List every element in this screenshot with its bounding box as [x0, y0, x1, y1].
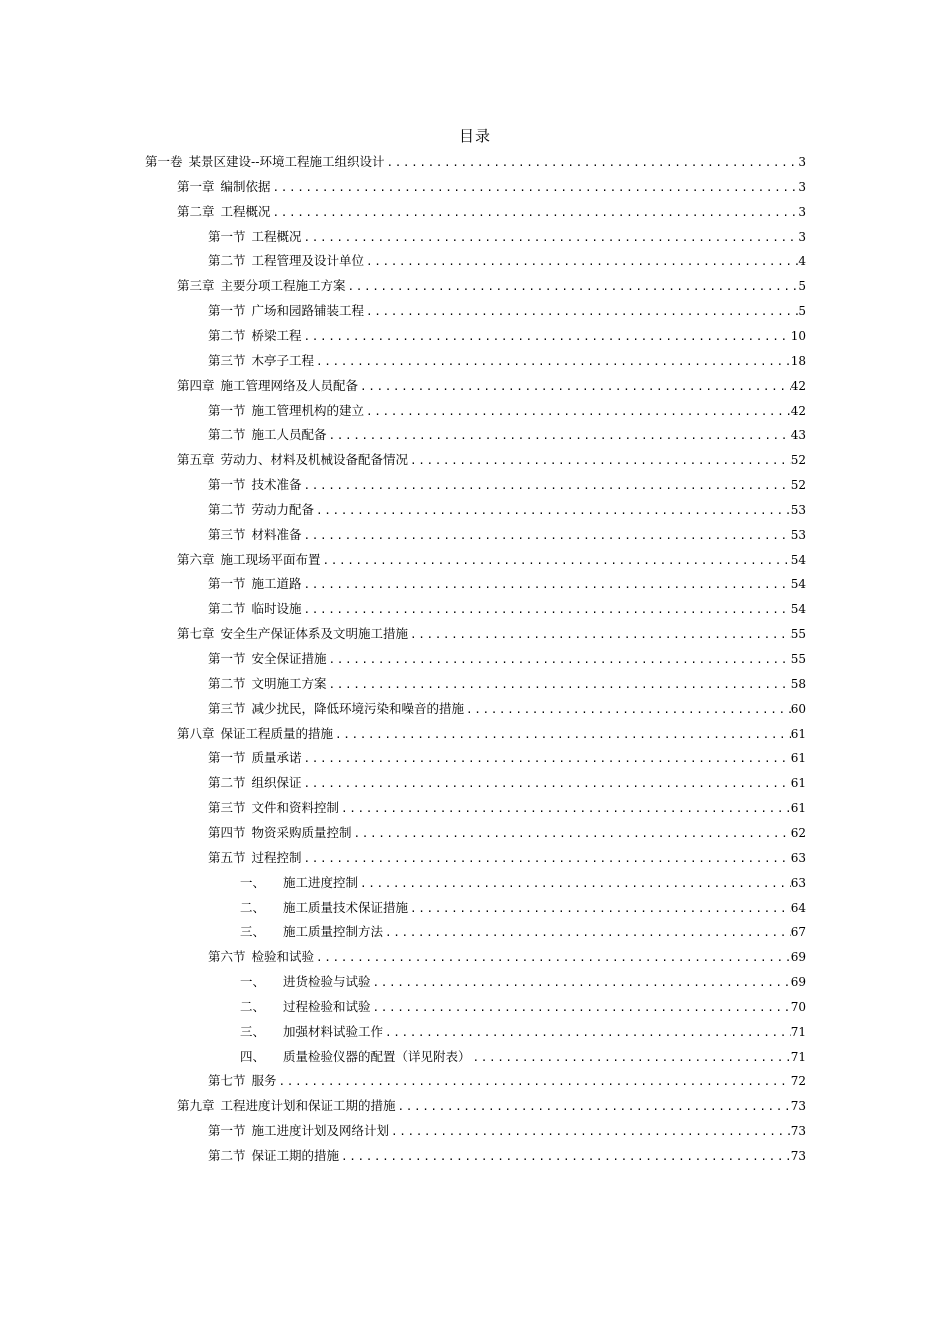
toc-title: 目录: [458, 127, 491, 145]
toc-entry[interactable]: [208, 1119, 806, 1143]
toc-entry-page-number: 73: [790, 1149, 806, 1163]
toc-dot-leader: [302, 226, 799, 249]
toc-entry-page-number: 63: [790, 875, 806, 890]
toc-entry-text: 施工人员配备: [251, 427, 327, 443]
toc-entry[interactable]: [145, 150, 806, 174]
toc-dot-leader: [389, 1120, 791, 1143]
toc-entry-text: 技术准备: [251, 477, 302, 493]
toc-entry-text: 施工管理网络及人员配备: [220, 377, 359, 393]
toc-entry[interactable]: [208, 249, 806, 273]
toc-entry-label: [177, 622, 408, 646]
toc-dot-leader: [302, 598, 791, 621]
toc-dot-leader: [358, 375, 791, 398]
toc-entry[interactable]: [208, 498, 806, 522]
toc-entry-number: 第二节: [208, 501, 246, 517]
toc-entry-page-number: 3: [798, 229, 806, 244]
toc-entry-page-number: 10: [790, 328, 806, 343]
toc-dot-leader: [464, 698, 791, 721]
toc-entry[interactable]: [240, 995, 806, 1019]
toc-entry-text: 保证工程质量的措施: [220, 725, 334, 741]
toc-dot-leader: [302, 772, 791, 795]
toc-entry-number: 第三节: [208, 526, 246, 542]
toc-entry-page-number: 62: [790, 825, 806, 840]
toc-entry-text: 安全生产保证体系及文明施工措施: [220, 626, 409, 642]
toc-entry-text: 施工现场平面布置: [220, 551, 321, 567]
toc-entry-text: 减少扰民，降低环境污染和噪音的措施: [251, 700, 465, 716]
toc-entry-number: 第二节: [208, 427, 246, 443]
toc-entry-page-number: 67: [790, 925, 806, 940]
toc-entry-text: 劳动力配备: [251, 501, 315, 517]
toc-entry-page-number: 53: [790, 502, 806, 517]
toc-entry-label: [208, 746, 302, 770]
toc-entry-page-number: 70: [790, 999, 806, 1014]
toc-entry-number: 三、: [240, 924, 266, 940]
toc-entry-label: [208, 572, 302, 596]
toc-entry-number: 第八章: [177, 725, 215, 741]
toc-entry-number: 第六章: [177, 551, 215, 567]
toc-dot-leader: [327, 648, 791, 671]
toc-entry-number: 二、: [240, 998, 266, 1014]
toc-entry-label: [177, 448, 408, 472]
toc-dot-leader: [271, 201, 799, 224]
toc-entry-label: [208, 796, 339, 820]
toc-entry[interactable]: [208, 572, 806, 596]
toc-entry[interactable]: [177, 448, 806, 472]
toc-entry-text: 主要分项工程施工方案: [220, 278, 346, 294]
toc-entry-page-number: 73: [790, 1099, 806, 1114]
toc-entry-label: [208, 299, 364, 323]
toc-entry[interactable]: [177, 200, 806, 224]
toc-entry[interactable]: [240, 970, 806, 994]
toc-entry[interactable]: [208, 324, 806, 348]
toc-entry[interactable]: [208, 597, 806, 621]
toc-entry-label: [208, 225, 302, 249]
toc-entry-number: 第五章: [177, 452, 215, 468]
toc-entry-page-number: 61: [790, 776, 806, 791]
toc-entry-label: [208, 945, 314, 969]
toc-entry-number: 第七章: [177, 626, 215, 642]
toc-entry-number: 第一节: [208, 477, 246, 493]
toc-entry-label: [240, 995, 371, 1019]
toc-entry-page-number: 72: [790, 1074, 806, 1089]
toc-entry-number: 第四章: [177, 377, 215, 393]
toc-dot-leader: [408, 897, 791, 920]
toc-entry[interactable]: [208, 523, 806, 547]
toc-entry-page-number: 69: [790, 975, 806, 990]
toc-entry-label: [177, 722, 333, 746]
toc-entry-text: 文件和资料控制: [251, 800, 340, 816]
toc-entry-number: 第二节: [208, 675, 246, 691]
toc-entry-label: [208, 597, 302, 621]
toc-entry-label: [240, 896, 408, 920]
toc-entry-number: 第三章: [177, 278, 215, 294]
toc-entry-page-number: 69: [790, 950, 806, 965]
toc-entry-page-number: 5: [798, 279, 806, 294]
toc-entry-label: [208, 697, 464, 721]
toc-entry-page-number: 43: [790, 428, 806, 443]
toc-entry-number: 第二节: [208, 601, 246, 617]
toc-entry-page-number: 3: [798, 204, 806, 219]
toc-entry[interactable]: [208, 821, 806, 845]
toc-entry-label: [208, 473, 302, 497]
toc-entry-label: [177, 200, 271, 224]
toc-dot-leader: [314, 946, 791, 969]
toc-entry-number: 第一节: [208, 576, 246, 592]
toc-entry-label: [208, 399, 364, 423]
toc-entry-text: 质量检验仪器的配置（详见附表）: [283, 1048, 471, 1064]
toc-entry-label: [208, 1069, 277, 1093]
toc-dot-leader: [333, 723, 791, 746]
toc-entry-label: [240, 1045, 471, 1069]
toc-entry-label: [208, 249, 364, 273]
toc-dot-leader: [327, 424, 791, 447]
toc-entry-number: 第六节: [208, 949, 246, 965]
toc-entry-text: 施工进度控制: [283, 874, 359, 890]
toc-entry-text: 服务: [251, 1073, 277, 1089]
toc-entry-text: 编制依据: [220, 178, 271, 194]
toc-entry-label: [208, 821, 352, 845]
toc-entry-number: 一、: [240, 974, 266, 990]
toc-entry-label: [208, 647, 327, 671]
toc-entry-page-number: 58: [790, 676, 806, 691]
toc-entry-text: 进货检验与试验: [283, 974, 371, 990]
toc-dot-leader: [277, 1070, 791, 1093]
toc-entry-page-number: 63: [790, 850, 806, 865]
toc-entry[interactable]: [240, 896, 806, 920]
toc-entry[interactable]: [208, 647, 806, 671]
toc-entry[interactable]: [208, 225, 806, 249]
toc-entry-page-number: 60: [790, 701, 806, 716]
toc-dot-leader: [383, 921, 791, 944]
toc-entry-text: 临时设施: [251, 601, 302, 617]
toc-entry-label: [177, 374, 358, 398]
toc-entry[interactable]: [208, 746, 806, 770]
toc-dot-leader: [396, 1095, 791, 1118]
toc-entry-page-number: 3: [798, 179, 806, 194]
toc-entry-number: 第三节: [208, 352, 246, 368]
toc-entry-number: 一、: [240, 874, 266, 890]
toc-entry-label: [240, 1020, 383, 1044]
toc-entry-text: 劳动力、材料及机械设备配备情况: [220, 452, 409, 468]
toc-entry-text: 施工进度计划及网络计划: [251, 1123, 390, 1139]
toc-entry-number: 第一节: [208, 651, 246, 666]
toc-entry[interactable]: [208, 771, 806, 795]
toc-entry-page-number: 64: [790, 900, 806, 915]
toc-dot-leader: [358, 872, 791, 895]
toc-entry-number: 第五节: [208, 849, 246, 865]
toc-entry[interactable]: [208, 423, 806, 447]
toc-entry-text: 施工质量技术保证措施: [283, 899, 409, 915]
toc-entry-number: 第二章: [177, 203, 215, 219]
toc-dot-leader: [302, 524, 791, 547]
toc-entry-label: [208, 1119, 389, 1143]
toc-entry-text: 加强材料试验工作: [283, 1023, 384, 1039]
toc-dot-leader: [327, 673, 791, 696]
toc-entry-page-number: 71: [790, 1024, 806, 1039]
toc-entry-text: 木亭子工程: [251, 352, 315, 368]
toc-dot-leader: [302, 747, 791, 770]
toc-dot-leader: [302, 573, 791, 596]
toc-entry-page-number: 73: [790, 1124, 806, 1139]
toc-entry-number: 第九章: [177, 1098, 215, 1114]
toc-entry[interactable]: [177, 1094, 806, 1118]
toc-entry[interactable]: [240, 920, 806, 944]
toc-entry-number: 第二节: [208, 1148, 246, 1163]
toc-entry-label: [177, 175, 271, 199]
toc-entry-text: 保证工期的措施: [251, 1148, 340, 1163]
toc-entry-text: 施工道路: [251, 576, 302, 592]
toc-entry-label: [240, 920, 383, 944]
toc-entry[interactable]: [177, 722, 806, 746]
toc-entry-number: 二、: [240, 899, 266, 915]
toc-entry-page-number: 52: [790, 453, 806, 468]
toc-entry-label: [240, 970, 371, 994]
toc-entry-label: [208, 1144, 339, 1168]
toc-dot-leader: [371, 996, 791, 1019]
toc-entry-text: 工程进度计划和保证工期的措施: [220, 1098, 396, 1114]
toc-dot-leader: [314, 499, 791, 522]
toc-entry-text: 桥梁工程: [251, 327, 302, 343]
toc-entry[interactable]: [177, 622, 806, 646]
toc-entry[interactable]: [208, 473, 806, 497]
toc-dot-leader: [302, 474, 791, 497]
toc-entry-page-number: 54: [790, 602, 806, 617]
toc-entry-label: [177, 1094, 396, 1118]
toc-entry-text: 检验和试验: [251, 949, 315, 965]
toc-entry[interactable]: [208, 1144, 806, 1168]
toc-dot-leader: [271, 176, 799, 199]
toc-entry-text: 过程检验和试验: [283, 998, 371, 1014]
toc-entry-page-number: 54: [790, 552, 806, 567]
toc-entry-number: 第一章: [177, 178, 215, 194]
toc-dot-leader: [321, 549, 791, 572]
toc-entry-text: 材料准备: [251, 526, 302, 542]
toc-entry-page-number: 61: [790, 726, 806, 741]
toc-dot-leader: [314, 350, 791, 373]
toc-entry-label: [208, 672, 327, 696]
toc-entry-label: [177, 548, 321, 572]
toc-entry-page-number: 61: [790, 801, 806, 816]
toc-entry-text: 组织保证: [251, 775, 302, 791]
toc-entry-number: 第三节: [208, 800, 246, 816]
toc-entry-page-number: 3: [798, 155, 806, 169]
toc-dot-leader: [302, 847, 791, 870]
toc-dot-leader: [339, 797, 791, 820]
toc-entry[interactable]: [240, 1020, 806, 1044]
toc-entry-text: 物资采购质量控制: [251, 824, 352, 840]
toc-entry-page-number: 42: [790, 403, 806, 418]
toc-entry[interactable]: [208, 349, 806, 373]
toc-entry[interactable]: [208, 846, 806, 870]
toc-entry[interactable]: [208, 672, 806, 696]
toc-entry-number: 第一节: [208, 402, 246, 418]
toc-entry-number: 三、: [240, 1023, 266, 1039]
toc-entry-text: 某景区建设--环境工程施工组织设计: [188, 154, 385, 169]
toc-entry-text: 施工质量控制方法: [283, 924, 384, 940]
toc-entry-text: 工程概况: [251, 228, 302, 244]
toc-entry-page-number: 54: [790, 577, 806, 592]
toc-entry-number: 第一节: [208, 228, 246, 244]
toc-entry-page-number: 42: [790, 378, 806, 393]
toc-entry-page-number: 53: [790, 527, 806, 542]
toc-entry-page-number: 18: [790, 353, 806, 368]
toc-entry[interactable]: [208, 1069, 806, 1093]
toc-entry-label: [177, 274, 346, 298]
toc-entry-label: [208, 771, 302, 795]
toc-dot-leader: [364, 300, 798, 323]
toc-entry-label: [208, 846, 302, 870]
toc-entry[interactable]: [177, 175, 806, 199]
toc-dot-leader: [471, 1046, 791, 1069]
toc-entry-number: 第四节: [208, 824, 246, 840]
toc-dot-leader: [352, 822, 791, 845]
toc-dot-leader: [408, 623, 791, 646]
toc-entry[interactable]: [208, 399, 806, 423]
toc-entry-number: 第一卷: [145, 154, 183, 169]
toc-entry-text: 施工管理机构的建立: [251, 402, 365, 418]
toc-entry-number: 第七节: [208, 1073, 246, 1089]
toc-entry-page-number: 5: [798, 304, 806, 319]
toc-entry-label: [208, 523, 302, 547]
toc-entry-page-number: 71: [790, 1049, 806, 1064]
toc-entry[interactable]: [208, 299, 806, 323]
toc-dot-leader: [408, 449, 791, 472]
toc-entry-label: [145, 150, 384, 174]
toc-entry-number: 第三节: [208, 700, 246, 716]
toc-entry-label: [208, 498, 314, 522]
toc-entry-label: [208, 349, 314, 373]
toc-entry[interactable]: [177, 548, 806, 572]
toc-entry-page-number: 55: [790, 627, 806, 642]
toc-entry-label: [208, 324, 302, 348]
toc-entry-number: 第二节: [208, 327, 246, 343]
toc-entry-page-number: 55: [790, 652, 806, 666]
toc-dot-leader: [383, 1021, 791, 1044]
toc-entry-text: 广场和园路铺装工程: [251, 303, 365, 319]
toc-entry-text: 过程控制: [251, 849, 302, 865]
toc-dot-leader: [302, 325, 791, 348]
toc-entry-label: [240, 871, 358, 895]
toc-entry[interactable]: [208, 796, 806, 820]
toc-entry-text: 文明施工方案: [251, 675, 327, 691]
toc-entry-text: 质量承诺: [251, 750, 302, 766]
toc-entry-page-number: 52: [790, 478, 806, 493]
toc-entry[interactable]: [240, 871, 806, 895]
toc-entry-number: 第一节: [208, 1123, 246, 1139]
toc-dot-leader: [384, 151, 798, 174]
toc-entry[interactable]: [177, 274, 806, 298]
toc-entry-number: 第二节: [208, 775, 246, 791]
toc-dot-leader: [346, 275, 799, 298]
toc-entry[interactable]: [208, 697, 806, 721]
toc-entry[interactable]: [177, 374, 806, 398]
toc-dot-leader: [364, 400, 791, 423]
toc-entry-text: 工程概况: [220, 203, 271, 219]
toc-entry-label: [208, 423, 327, 447]
toc-entry-number: 第一节: [208, 303, 246, 319]
toc-dot-leader: [339, 1145, 791, 1168]
toc-dot-leader: [371, 971, 791, 994]
toc-entry-page-number: 4: [798, 254, 806, 269]
toc-entry-number: 第二节: [208, 253, 246, 269]
toc-entry-text: 安全保证措施: [251, 651, 327, 666]
toc-entry-text: 工程管理及设计单位: [251, 253, 365, 269]
toc-entry-page-number: 61: [790, 751, 806, 766]
toc-entry[interactable]: [240, 1045, 806, 1069]
toc-dot-leader: [364, 250, 798, 273]
toc-entry[interactable]: [208, 945, 806, 969]
toc-entry-number: 四、: [240, 1048, 266, 1064]
toc-entry-number: 第一节: [208, 750, 246, 766]
